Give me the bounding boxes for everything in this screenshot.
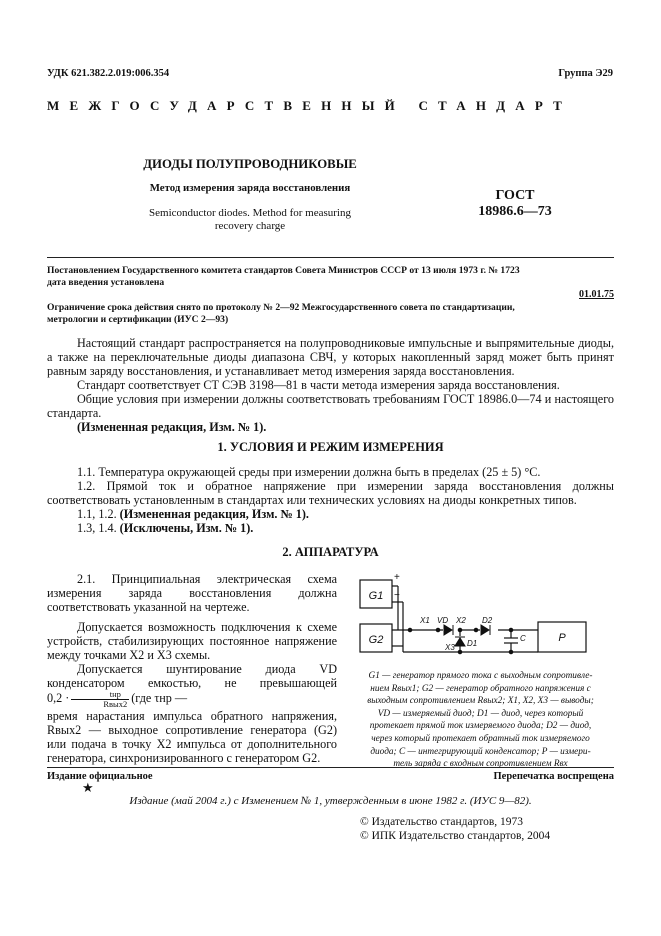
- c-label: C: [520, 634, 526, 643]
- clause-2-1: 2.1. Принципиальная электрическая схема измерения заряда восстановления должна соответствовать указанной на чертеже.: [47, 572, 337, 614]
- caption-line: G1 — генератор прямого тока с выходным сопротивле-: [368, 671, 593, 681]
- intro-section: [47, 336, 614, 434]
- formula-tail: (где τнр —: [131, 691, 188, 706]
- decree-block: [47, 265, 614, 289]
- copyright-2004: © ИПК Издательство стандартов, 2004: [360, 830, 551, 842]
- clause-2-1-stabilizer: Допускается возможность подключения к схеме устройств, стабилизирующих постоянное напряжение между точками X2 и X3 схемы.: [47, 620, 337, 662]
- restriction-line-1: Ограничение срока действия снято по протоколу № 2—92 Межгосударственного совета по стандартизации,: [47, 302, 515, 313]
- caption-line: диода; C — интегрирующий конденсатор; P — измери-: [370, 746, 591, 757]
- clause-1-1-1-2-amend: [47, 507, 614, 521]
- top-rule: [47, 257, 614, 258]
- caption-line: выходным сопротивлением Rвых2; X1, X2, X3 — выводы;: [367, 696, 594, 707]
- shunt-text: Допускается шунтирование диода VD конденсатором емкостью, не превышающей: [47, 662, 337, 690]
- formula: [47, 689, 188, 709]
- formula-numerator: tнр: [71, 690, 129, 700]
- copyright-block: [360, 815, 550, 843]
- document-title: ДИОДЫ ПОЛУПРОВОДНИКОВЫЕ: [143, 157, 357, 171]
- d2-label: D2: [482, 616, 493, 625]
- clause-2-1-continuation: время нарастания импульса обратного напряжения, Rвых2 — выходное сопротивление генератора (G2) или подача в точку X2 импульса от дополнительного генератора, синхронизированного с генератором G2.: [47, 709, 337, 765]
- clause-number: 1.1, 1.2.: [77, 507, 117, 521]
- decree-line-2: дата введения установлена: [47, 277, 165, 288]
- gost-designation: [460, 188, 570, 220]
- decree-line-1: Постановлением Государственного комитета стандартов Совета Министров СССР от 13 июля 1973 г. № 1723: [47, 265, 520, 276]
- effective-date: 01.01.75: [579, 289, 614, 300]
- x1-label: X1: [420, 616, 430, 625]
- english-title: [120, 207, 380, 233]
- p-label: P: [558, 632, 566, 644]
- english-title-line-1: Semiconductor diodes. Method for measuring: [149, 207, 351, 219]
- document-subtitle: Метод измерения заряда восстановления: [149, 182, 351, 194]
- gost-number: 18986.6—73: [478, 204, 552, 219]
- gost-label: ГОСТ: [495, 188, 535, 203]
- clause-note: (Измененная редакция, Изм. № 1).: [119, 507, 309, 521]
- formula-denominator: Rвых2: [103, 699, 128, 709]
- intro-paragraph-general: Общие условия при измерении должны соответствовать требованиям ГОСТ 18986.0—74 и настоящего стандарта.: [47, 392, 614, 420]
- g2-label: G2: [368, 634, 384, 646]
- copyright-1973: © Издательство стандартов, 1973: [360, 816, 524, 828]
- formula-fraction: [71, 690, 129, 709]
- vd-label: VD: [437, 616, 449, 625]
- caption-line: через который протекает обратный ток измеряемого: [371, 733, 590, 744]
- d2-diode-symbol: [481, 625, 489, 635]
- clause-1-1: 1.1. Температура окружающей среды при измерении должна быть в пределах (25 ± 5) °С.: [77, 465, 541, 479]
- section-2-body: [47, 572, 337, 765]
- caption-line: VD — измеряемый диод; D1 — диод, через который: [377, 708, 584, 719]
- official-edition: Издание официальное: [47, 771, 153, 782]
- section-1-title: 1. УСЛОВИЯ И РЕЖИМ ИЗМЕРЕНИЯ: [217, 440, 444, 454]
- star-mark: ★: [82, 780, 94, 795]
- reprint-prohibited: Перепечатка воспрещена: [493, 771, 614, 782]
- caption-line: протекает прямой ток измеряемого диода; D2 — диод,: [369, 721, 592, 732]
- restriction-line-2: метрологии и сертификации (ИУС 2—93): [47, 314, 229, 325]
- edition-note: Издание (май 2004 г.) с Изменением № 1, утвержденным в июне 1982 г. (ИУС 9—82).: [129, 795, 532, 807]
- minus-label: −: [394, 590, 400, 601]
- intro-paragraph-amendment: (Измененная редакция, Изм. № 1).: [77, 420, 267, 434]
- clause-2-1-shunt: [47, 662, 337, 709]
- diagram-caption: [343, 670, 618, 771]
- caption-line: нием Rвых1; G2 — генератор обратного напряжения с: [370, 683, 591, 694]
- standard-banner: МЕЖГОСУДАРСТВЕННЫЙ СТАНДАРТ: [47, 98, 573, 113]
- caption-line: тель заряда с входным сопротивлением Rвх: [393, 759, 568, 770]
- group-code: Группа Э29: [558, 68, 613, 79]
- d1-label: D1: [467, 639, 478, 648]
- circuit-diagram: [348, 566, 614, 666]
- section-1-body: [47, 465, 614, 535]
- english-title-line-2: recovery charge: [214, 220, 286, 232]
- clause-number: 1.3, 1.4.: [77, 521, 117, 535]
- restriction-block: [47, 302, 614, 326]
- footer-rule: [47, 767, 614, 768]
- plus-label: +: [394, 572, 400, 583]
- clause-note: (Исключены, Изм. № 1).: [119, 521, 254, 535]
- x3-label: X3: [445, 643, 455, 652]
- x2-label: X2: [456, 616, 466, 625]
- clause-1-3-1-4: [47, 521, 614, 535]
- clause-1-2: 1.2. Прямой ток и обратное напряжение при измерении заряда восстановления должны соответствовать установленным в стандартах или технических условиях на диоды конкретных типов.: [47, 479, 614, 507]
- intro-paragraph-scope: Настоящий стандарт распространяется на полупроводниковые импульсные и выпрямительные диоды, а также на переключательные диоды диапазона СВЧ, у которых накопленный заряд может быть принят равным заряду восстановления, и устанавливает метод измерения заряда восстановления.: [47, 336, 614, 378]
- d1-diode-symbol: [455, 638, 465, 646]
- udk-code: УДК 621.382.2.019:006.354: [47, 68, 170, 79]
- formula-coefficient: 0,2 ·: [47, 691, 70, 706]
- g1-label: G1: [368, 590, 384, 602]
- intro-paragraph-compliance: Стандарт соответствует СТ СЭВ 3198—81 в части метода измерения заряда восстановления.: [77, 378, 560, 392]
- section-2-title: 2. АППАРАТУРА: [282, 545, 379, 559]
- vd-diode-symbol: [444, 625, 452, 635]
